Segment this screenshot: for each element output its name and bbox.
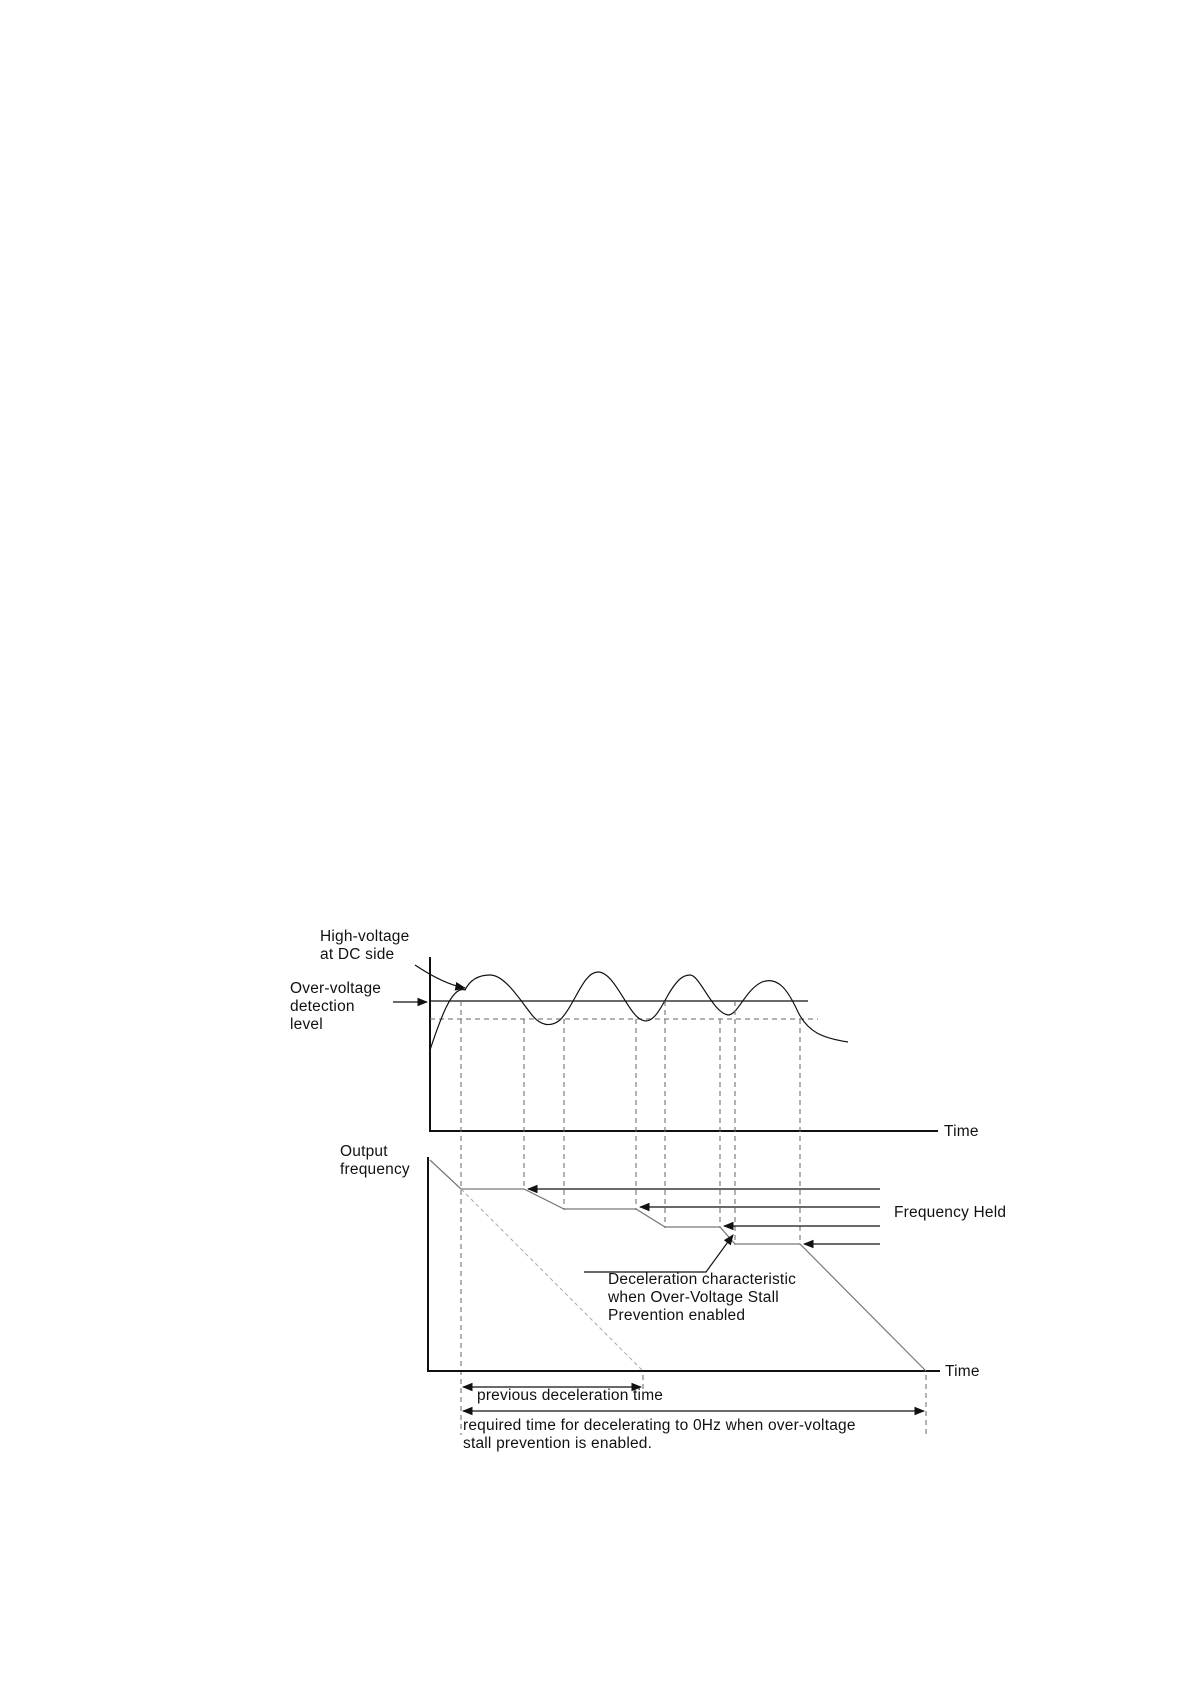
dc-voltage-curve	[430, 972, 848, 1050]
required-time-label-1: required time for decelerating to 0Hz when over-voltage	[463, 1417, 856, 1434]
detect-label-2: detection	[290, 998, 355, 1015]
upper-time-label: Time	[944, 1123, 979, 1140]
frequency-staircase	[430, 1160, 926, 1371]
previous-decel-label: previous deceleration time	[477, 1387, 664, 1404]
decel-label-3: Prevention enabled	[608, 1307, 746, 1324]
frequency-held-label: Frequency Held	[894, 1204, 1007, 1221]
lower-time-label: Time	[945, 1363, 980, 1380]
output-frequency-label-2: frequency	[340, 1161, 410, 1178]
detect-label-3: level	[290, 1016, 323, 1033]
required-time-label-2: stall prevention is enabled.	[463, 1435, 653, 1452]
detect-label-1: Over-voltage	[290, 980, 382, 997]
high-voltage-leader	[415, 965, 465, 988]
high-voltage-label-2: at DC side	[320, 946, 395, 963]
high-voltage-label-1: High-voltage	[320, 928, 410, 945]
decel-characteristic-leader	[584, 1235, 733, 1272]
decel-label-1: Deceleration characteristic	[608, 1271, 797, 1288]
decel-label-2: when Over-Voltage Stall	[608, 1289, 779, 1306]
output-frequency-label-1: Output	[340, 1143, 388, 1160]
